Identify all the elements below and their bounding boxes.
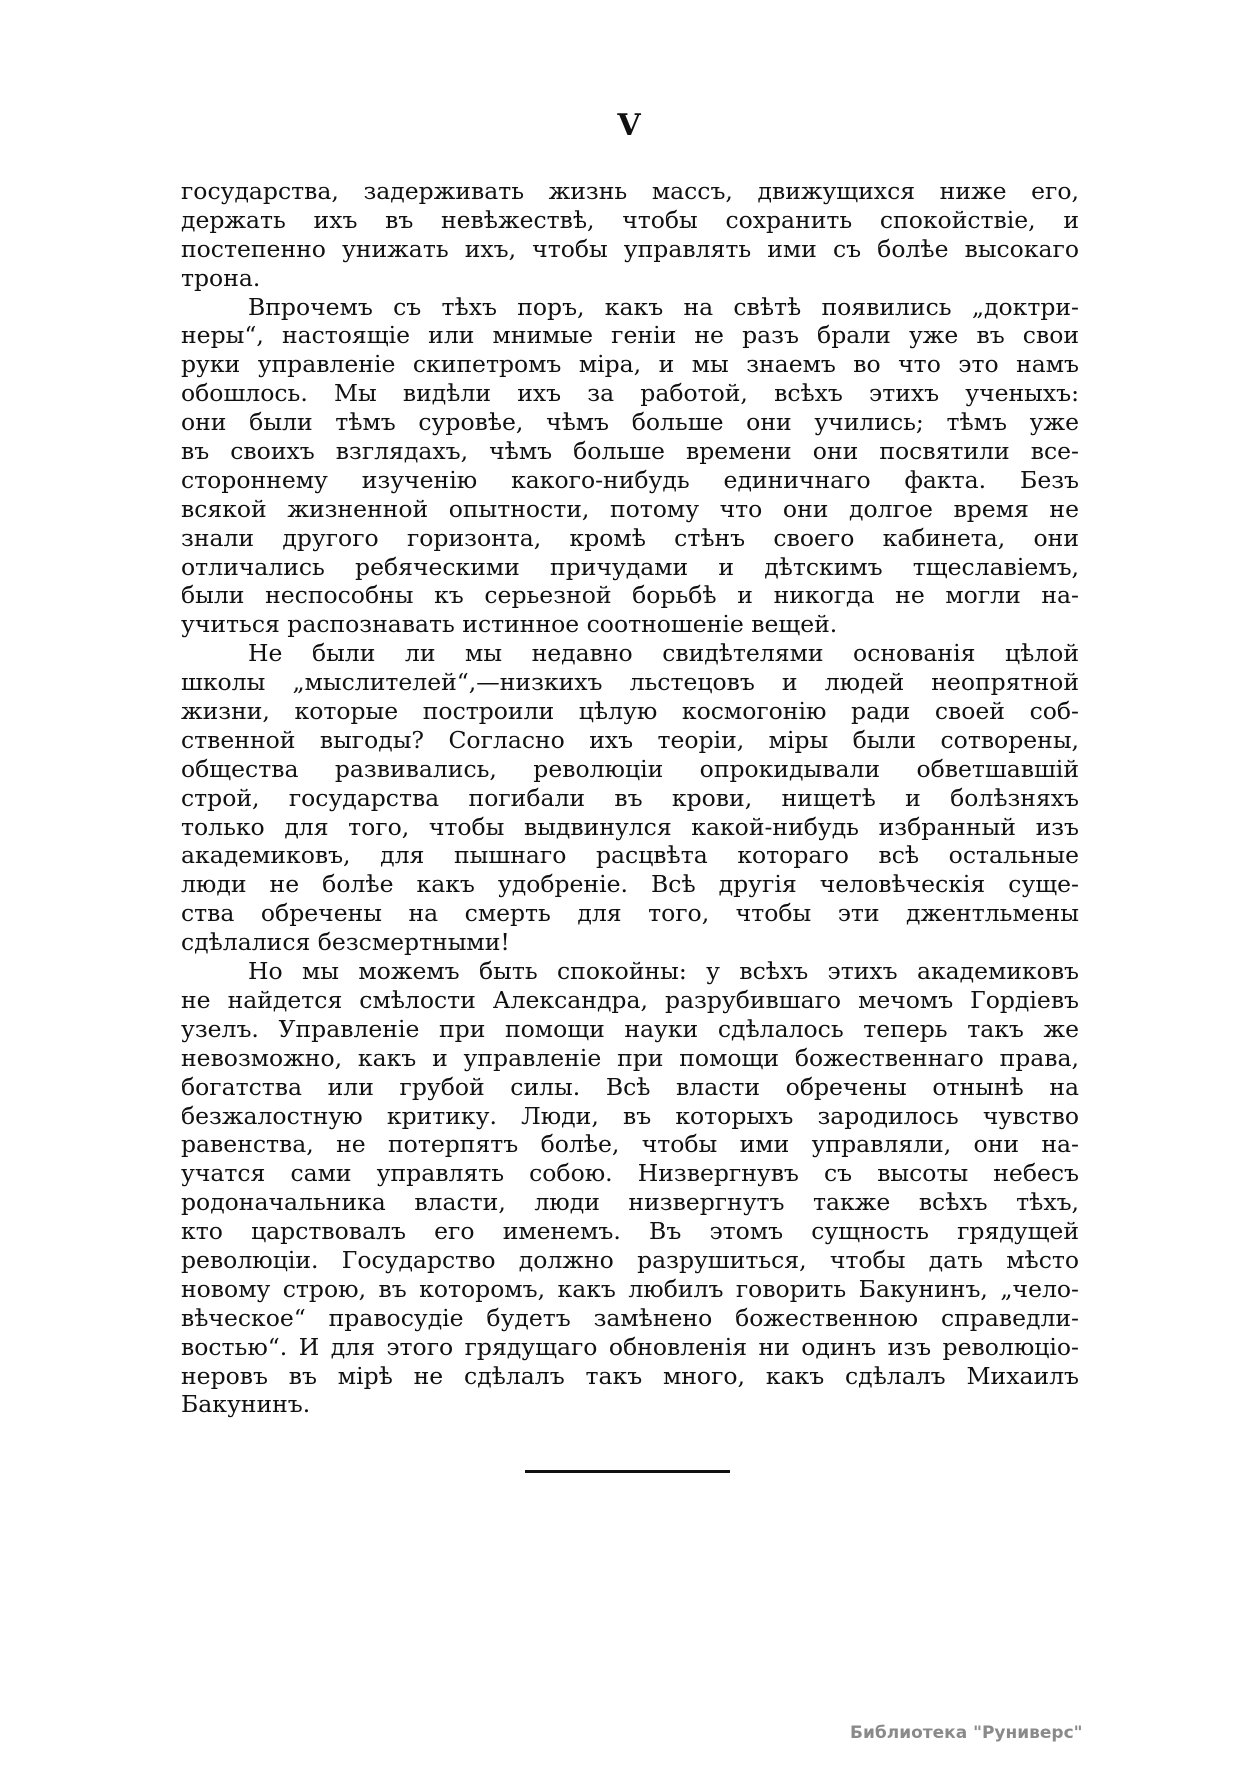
text-line: академиковъ, для пышнаго расцвѣта котораго всѣ остальные — [181, 841, 1079, 870]
text-line: они были тѣмъ суровѣе, чѣмъ больше они учились; тѣмъ уже — [181, 408, 1079, 437]
text-line: востью“. И для этого грядущаго обновленія ни одинъ изъ революціо- — [181, 1332, 1079, 1361]
text-line: ственной выгоды? Согласно ихъ теоріи, міры были сотворены, — [181, 725, 1079, 754]
text-line: люди не болѣе какъ удобреніе. Всѣ другія человѣческія суще- — [181, 870, 1079, 899]
text-line: учатся сами управлять собою. Низвергнувъ съ высоты небесъ — [181, 1159, 1079, 1188]
page-number: V — [617, 108, 642, 143]
paragraph-start-line: Не были ли мы недавно свидѣтелями основанія цѣлой — [248, 639, 1079, 668]
library-watermark: Библиотека "Руниверс" — [850, 1723, 1083, 1743]
text-line: учиться распознавать истинное соотношеніе вещей. — [181, 610, 838, 639]
text-line: равенства, не потерпятъ болѣе, чтобы ими управляли, они на- — [181, 1130, 1079, 1159]
text-line: школы „мыслителей“,—низкихъ льстецовъ и людей неопрятной — [181, 668, 1079, 697]
text-line: общества развивались, революціи опрокидывали обветшавшій — [181, 754, 1079, 783]
text-line: ства обречены на смерть для того, чтобы эти джентльмены — [181, 899, 1079, 928]
text-line: узелъ. Управленіе при помощи науки сдѣлалось теперь такъ же — [181, 1014, 1079, 1043]
text-line: трона. — [181, 263, 261, 292]
text-line: руки управленіе скипетромъ міра, и мы знаемъ во что это намъ — [181, 350, 1079, 379]
text-line: отличались ребяческими причудами и дѣтскимъ тщеславіемъ, — [181, 552, 1079, 581]
text-line: государства, задерживать жизнь массъ, движущихся ниже его, — [181, 177, 1079, 205]
text-line: держать ихъ въ невѣжествѣ, чтобы сохранить спокойствіе, и — [181, 205, 1079, 234]
text-line: неровъ въ мірѣ не сдѣлалъ такъ много, какъ сдѣлалъ Михаилъ — [181, 1361, 1079, 1390]
text-line: сдѣлалися безсмертными! — [181, 928, 510, 957]
text-line: богатства или грубой силы. Всѣ власти обречены отнынѣ на — [181, 1072, 1079, 1101]
text-line: въ своихъ взглядахъ, чѣмъ больше времени они посвятили все- — [181, 437, 1079, 466]
paragraph-start-line: Но мы можемъ быть спокойны: у всѣхъ этихъ академиковъ — [248, 957, 1079, 986]
text-line: стороннему изученію какого-нибудь единичнаго факта. Безъ — [181, 465, 1079, 494]
text-line: были неспособны къ серьезной борьбѣ и никогда не могли на- — [181, 581, 1079, 610]
text-line: неры“, настоящіе или мнимые геніи не разъ брали уже въ свои — [181, 321, 1079, 350]
text-line: новому строю, въ которомъ, какъ любилъ говорить Бакунинъ, „чело- — [181, 1274, 1079, 1303]
text-line: революціи. Государство должно разрушиться, чтобы дать мѣсто — [181, 1245, 1079, 1274]
text-line: не найдется смѣлости Александра, разрубившаго мечомъ Гордіевъ — [181, 985, 1079, 1014]
text-line: кто царствовалъ его именемъ. Въ этомъ сущность грядущей — [181, 1217, 1079, 1246]
text-line: безжалостную критику. Люди, въ которыхъ зародилось чувство — [181, 1101, 1079, 1130]
text-line: вѣческое“ правосудіе будетъ замѣнено божественною справедли- — [181, 1303, 1079, 1332]
text-line: знали другого горизонта, кромѣ стѣнъ своего кабинета, они — [181, 523, 1079, 552]
text-line: только для того, чтобы выдвинулся какой-нибудь избранный изъ — [181, 812, 1079, 841]
paragraph-start-line: Впрочемъ съ тѣхъ поръ, какъ на свѣтѣ появились „доктри- — [248, 292, 1079, 321]
text-line: постепенно унижать ихъ, чтобы управлять ими съ болѣе высокаго — [181, 234, 1079, 263]
text-line: всякой жизненной опытности, потому что они долгое время не — [181, 494, 1079, 523]
text-line: невозможно, какъ и управленіе при помощи божественнаго права, — [181, 1043, 1079, 1072]
text-line: строй, государства погибали въ крови, нищетѣ и болѣзняхъ — [181, 783, 1079, 812]
text-line: Бакунинъ. — [181, 1390, 311, 1419]
end-divider-rule — [525, 1470, 730, 1473]
body-text — [181, 177, 1079, 1419]
text-line: родоначальника власти, люди низвергнутъ также всѣхъ тѣхъ, — [181, 1188, 1079, 1217]
text-line: жизни, которые построили цѣлую космогонію ради своей соб- — [181, 697, 1079, 726]
text-line: обошлось. Мы видѣли ихъ за работой, всѣхъ этихъ ученыхъ: — [181, 379, 1079, 408]
